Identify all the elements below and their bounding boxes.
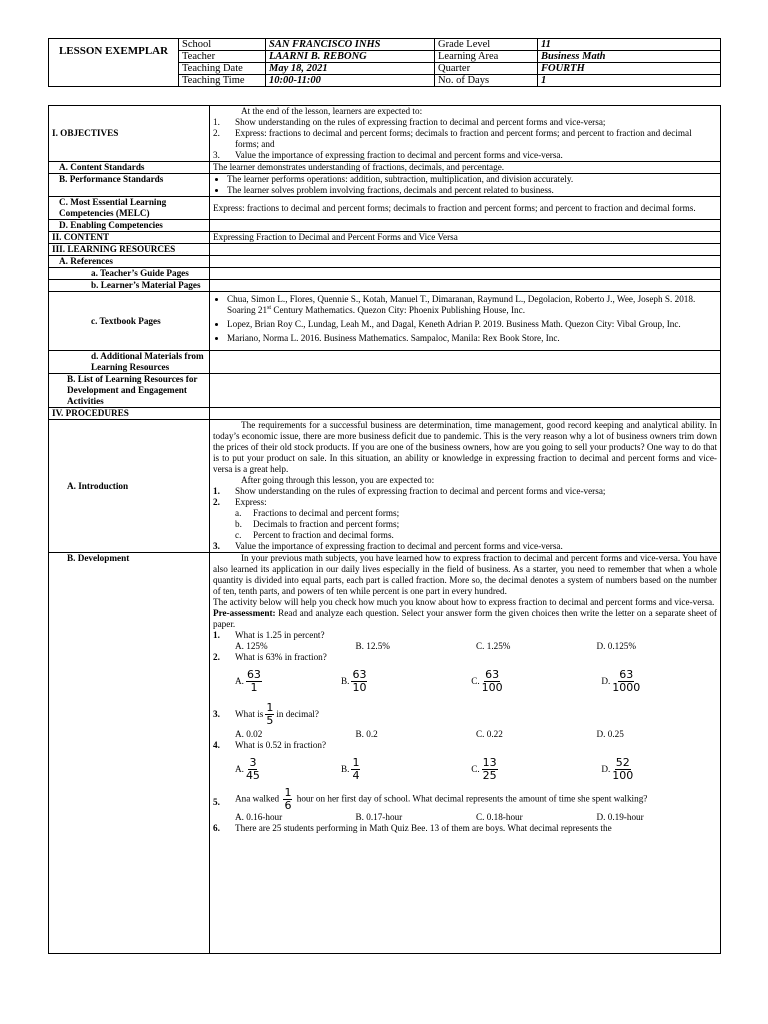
list-resources-row bbox=[49, 374, 721, 408]
q3-fraction: $\frac{1}{5}$ bbox=[266, 700, 274, 727]
introduction-subitem bbox=[213, 519, 717, 530]
learners-material-row bbox=[49, 280, 721, 292]
q4-option-letter: A. bbox=[235, 763, 244, 774]
q4-option-numerator: 1 bbox=[352, 755, 360, 769]
learning-resources-label: III. LEARNING RESOURCES bbox=[49, 244, 210, 256]
q4-option bbox=[341, 757, 471, 782]
additional-materials-row bbox=[49, 351, 721, 374]
date-value: May 18, 2021 bbox=[266, 63, 435, 75]
teachers-guide-label: a. Teacher’s Guide Pages bbox=[49, 268, 210, 280]
performance-standards-row bbox=[49, 174, 721, 197]
introduction-text: Show understanding on the rules of expressing fraction to decimal and percent forms and vice-versa; bbox=[235, 486, 606, 496]
performance-item: • The learner performs operations: addition, subtraction, multiplication, and division accurately. bbox=[227, 174, 717, 185]
content-label: II. CONTENT bbox=[49, 232, 210, 244]
introduction-sub-text: Percent to fraction and decimal forms. bbox=[253, 530, 394, 540]
introduction-item bbox=[213, 486, 717, 497]
q1-option: D. 0.125% bbox=[596, 641, 637, 651]
area-value: Business Math bbox=[538, 51, 721, 63]
content-row bbox=[49, 232, 721, 244]
textbook-pages-label: c. Textbook Pages bbox=[49, 292, 210, 351]
objectives-label: I. OBJECTIVES bbox=[49, 106, 210, 162]
content-standards-row bbox=[49, 162, 721, 174]
q2-option-denominator: 1 bbox=[250, 680, 258, 694]
list-resources-label: B. List of Learning Resources for Development and Engagement Activities bbox=[49, 374, 210, 408]
q4-option bbox=[601, 757, 717, 782]
procedures-label: IV. PROCEDURES bbox=[49, 408, 210, 420]
introduction-number: 3. bbox=[213, 541, 220, 551]
introduction-text: Express: bbox=[235, 497, 267, 507]
question-3-options bbox=[213, 729, 717, 740]
q3-option: B. 0.2 bbox=[355, 729, 378, 739]
q1-option: B. 12.5% bbox=[355, 641, 390, 651]
q4-option-fraction bbox=[351, 757, 360, 782]
development-paragraph: In your previous math subjects, you have learned how to express fraction to decimal and percent forms and vice-versa. You have also learned its application in our daily lives especially in the field of business. As a starter, you need to remember that when a whole quantity is divided into equal parts, each part is called fraction. More so, the decimal denotes a system of numbers based on the number of ten, tenth parts, and powers of ten while percent is one part in every hundred. bbox=[213, 553, 717, 596]
lesson-header bbox=[48, 38, 721, 87]
school-label: School bbox=[179, 39, 266, 51]
q2-option-letter: B. bbox=[341, 675, 350, 686]
q1-option: C. 1.25% bbox=[476, 641, 511, 651]
q2-option-denominator: 100 bbox=[481, 680, 503, 694]
question-6: 6. There are 25 students performing in Math Quiz Bee. 13 of them are boys. What decimal represents the bbox=[213, 823, 612, 833]
introduction-sub-letter: a. bbox=[235, 508, 242, 518]
introduction-text: Value the importance of expressing fraction to decimal and percent forms and vice-versa. bbox=[235, 541, 563, 551]
q2-option-denominator: 10 bbox=[352, 680, 367, 694]
q2-option bbox=[601, 669, 717, 694]
area-label: Learning Area bbox=[435, 51, 538, 63]
time-value: 10:00-11:00 bbox=[266, 75, 435, 87]
objective-item bbox=[213, 150, 717, 161]
q1-option: A. 125% bbox=[235, 641, 268, 651]
procedures-row bbox=[49, 408, 721, 420]
q4-option-denominator: 100 bbox=[612, 768, 634, 782]
q3-option: D. 0.25 bbox=[596, 729, 624, 739]
teacher-label: Teacher bbox=[179, 51, 266, 63]
learners-material-label: b. Learner’s Material Pages bbox=[49, 280, 210, 292]
references-row bbox=[49, 256, 721, 268]
melc-row bbox=[49, 197, 721, 220]
q4-option-denominator: 45 bbox=[245, 768, 260, 782]
textbook-pages-row bbox=[49, 292, 721, 351]
pre-assessment bbox=[213, 608, 717, 630]
objectives-intro: At the end of the lesson, learners are expected to: bbox=[241, 106, 423, 116]
introduction-sub-letter: b. bbox=[235, 519, 242, 529]
question-4-options bbox=[213, 751, 717, 787]
melc-label: C. Most Essential Learning Competencies (MELC) bbox=[49, 197, 210, 220]
introduction-sub-letter: c. bbox=[235, 530, 242, 540]
q2-option-fraction bbox=[612, 669, 640, 694]
introduction-subitem bbox=[213, 508, 717, 519]
q4-option bbox=[235, 757, 341, 782]
question-2-options bbox=[213, 663, 717, 699]
q2-option bbox=[341, 669, 471, 694]
quarter-label: Quarter bbox=[435, 63, 538, 75]
question-2: 2. What is 63% in fraction? bbox=[213, 652, 327, 662]
q4-option-fraction bbox=[482, 757, 498, 782]
objective-text: Express: fractions to decimal and percent forms; decimals to fraction and percent forms; and percent to fraction and decimal forms; and bbox=[235, 128, 692, 149]
q4-option-letter: C. bbox=[471, 763, 480, 774]
q2-option bbox=[235, 669, 341, 694]
question-4: 4. What is 0.52 in fraction? bbox=[213, 740, 327, 750]
q4-option-denominator: 25 bbox=[482, 768, 497, 782]
days-label: No. of Days bbox=[435, 75, 538, 87]
introduction-list bbox=[213, 486, 717, 552]
learning-resources-row bbox=[49, 244, 721, 256]
q3-option: A. 0.02 bbox=[235, 729, 263, 739]
enabling-row bbox=[49, 220, 721, 232]
introduction-paragraph: The requirements for a successful business are determination, time management, good record keeping and analytical ability. In today’s economic issue, there are more business deficit due to pandemic. This is the very reason why a lot of business owners trim down the prices of their old stock products. If you are one of the business owners, how are you going to sell your products? One way to do that is to put your product on sale. In this situation, an ability or knowledge in expressing fraction to decimal and percent forms and vice-versa is a great help. bbox=[213, 420, 717, 474]
q2-option-numerator: 63 bbox=[352, 667, 367, 681]
content-standards-label: A. Content Standards bbox=[49, 162, 210, 174]
textbook-list bbox=[213, 294, 717, 344]
performance-item: • The learner solves problem involving fractions, decimals and percent related to business. bbox=[227, 185, 717, 196]
school-value: SAN FRANCISCO INHS bbox=[266, 39, 435, 51]
content-standards-text: The learner demonstrates understanding of fractions, decimals, and percentage. bbox=[210, 162, 721, 174]
q2-option-fraction bbox=[482, 669, 503, 694]
q2-option bbox=[471, 669, 601, 694]
lesson-body-table bbox=[48, 105, 721, 954]
q4-option-denominator: 4 bbox=[352, 768, 360, 782]
melc-text: Express: fractions to decimal and percent forms; decimals to fraction and percent forms; and percent to fraction and decimal forms. bbox=[210, 197, 721, 220]
q2-option-denominator: 1000 bbox=[612, 680, 641, 694]
objective-item bbox=[213, 117, 717, 128]
q2-option-letter: D. bbox=[601, 675, 611, 686]
q4-option-fraction bbox=[612, 757, 633, 782]
objective-text: Show understanding on the rules of expressing fraction to decimal and percent forms and vice-versa; bbox=[235, 117, 606, 127]
introduction-number: 2. bbox=[213, 497, 220, 507]
textbook-item: • Chua, Simon L., Flores, Quennie S., Kotah, Manuel T., Dimaranan, Raymund L., Degolacion, Roberto J., Wee, Joseph S. 2018. Soaring 21st Century Mathematics. Quezon City: Phoenix Publishing House, Inc. bbox=[227, 294, 717, 316]
introduction-item bbox=[213, 541, 717, 552]
objective-number: 3. bbox=[213, 150, 220, 160]
introduction-sub-text: Decimals to fraction and percent forms; bbox=[253, 519, 400, 529]
objectives-list bbox=[213, 117, 717, 161]
objective-text: Value the importance of expressing fraction to decimal and percent forms and vice-versa. bbox=[235, 150, 563, 160]
q2-option-fraction bbox=[351, 669, 367, 694]
question-1: 1. What is 1.25 in percent? bbox=[213, 630, 325, 640]
q4-option-fraction bbox=[246, 757, 260, 782]
q4-option-letter: D. bbox=[601, 763, 611, 774]
content-text: Expressing Fraction to Decimal and Percent Forms and Vice Versa bbox=[210, 232, 721, 244]
pre-assessment-label: Pre-assessment: bbox=[213, 608, 276, 618]
objective-number: 1. bbox=[213, 117, 220, 127]
additional-materials-label: d. Additional Materials from Learning Resources bbox=[49, 351, 210, 374]
introduction-sub-text: Fractions to decimal and percent forms; bbox=[253, 508, 400, 518]
lesson-exemplar-title: LESSON EXEMPLAR bbox=[49, 39, 179, 87]
teachers-guide-row bbox=[49, 268, 721, 280]
textbook-item: • Mariano, Norma L. 2016. Business Mathematics. Sampaloc, Manila: Rex Book Store, Inc. bbox=[227, 333, 717, 344]
introduction-row bbox=[49, 420, 721, 553]
textbook-item: • Lopez, Brian Roy C., Lundag, Leah M., and Dagal, Keneth Adrian P. 2019. Business Math. Quezon City: Vibal Group, Inc. bbox=[227, 319, 717, 330]
q4-option bbox=[471, 757, 601, 782]
q5-option: C. 0.18-hour bbox=[476, 812, 523, 822]
q4-option-numerator: 13 bbox=[482, 755, 497, 769]
q4-option-numerator: 3 bbox=[249, 755, 257, 769]
question-3: 3. What is $\frac{1}{5}$ in decimal? bbox=[213, 700, 319, 727]
introduction-expect: After going through this lesson, you are expected to: bbox=[241, 475, 435, 485]
q2-option-letter: C. bbox=[471, 675, 480, 686]
grade-label: Grade Level bbox=[435, 39, 538, 51]
performance-standards-list bbox=[213, 174, 717, 196]
days-value: 1 bbox=[538, 75, 721, 87]
q5-option: B. 0.17-hour bbox=[355, 812, 403, 822]
q5-fraction: $\frac{1}{6}$ bbox=[284, 786, 292, 812]
enabling-text bbox=[210, 220, 721, 232]
date-label: Teaching Date bbox=[179, 63, 266, 75]
q2-option-letter: A. bbox=[235, 675, 244, 686]
development-row bbox=[49, 553, 721, 954]
q4-option-numerator: 52 bbox=[615, 755, 630, 769]
objective-number: 2. bbox=[213, 128, 220, 138]
question-5-options bbox=[213, 812, 717, 823]
performance-standards-label: B. Performance Standards bbox=[49, 174, 210, 197]
q4-option-letter: B. bbox=[341, 763, 350, 774]
question-1-options bbox=[213, 641, 717, 652]
q5-option: D. 0.19-hour bbox=[596, 812, 644, 822]
enabling-label: D. Enabling Competencies bbox=[49, 220, 210, 232]
references-label: A. References bbox=[49, 256, 210, 268]
introduction-number: 1. bbox=[213, 486, 220, 496]
development-label: B. Development bbox=[49, 553, 210, 954]
introduction-subitem bbox=[213, 530, 717, 541]
teacher-value: LAARNI B. REBONG bbox=[266, 51, 435, 63]
q3-option: C. 0.22 bbox=[476, 729, 503, 739]
introduction-item bbox=[213, 497, 717, 508]
q2-option-numerator: 63 bbox=[246, 667, 261, 681]
development-activity-text: The activity below will help you check how much you know about how to express fraction to decimal and percent forms and vice-versa. bbox=[213, 597, 715, 607]
q2-option-numerator: 63 bbox=[485, 667, 500, 681]
q5-option: A. 0.16-hour bbox=[235, 812, 283, 822]
objective-item bbox=[213, 128, 717, 150]
time-label: Teaching Time bbox=[179, 75, 266, 87]
pre-assessment-text: Read and analyze each question. Select your answer form the given choices then write the letter on a separate sheet of paper. bbox=[213, 608, 717, 629]
grade-value: 11 bbox=[538, 39, 721, 51]
q2-option-fraction bbox=[246, 669, 262, 694]
quarter-value: FOURTH bbox=[538, 63, 721, 75]
objectives-row bbox=[49, 106, 721, 162]
introduction-label: A. Introduction bbox=[49, 420, 210, 553]
q2-option-numerator: 63 bbox=[619, 667, 634, 681]
question-5: 5. Ana walked $\frac{1}{6}$ hour on her first day of school. What decimal represents the amount of time she spent walking? bbox=[213, 786, 648, 812]
